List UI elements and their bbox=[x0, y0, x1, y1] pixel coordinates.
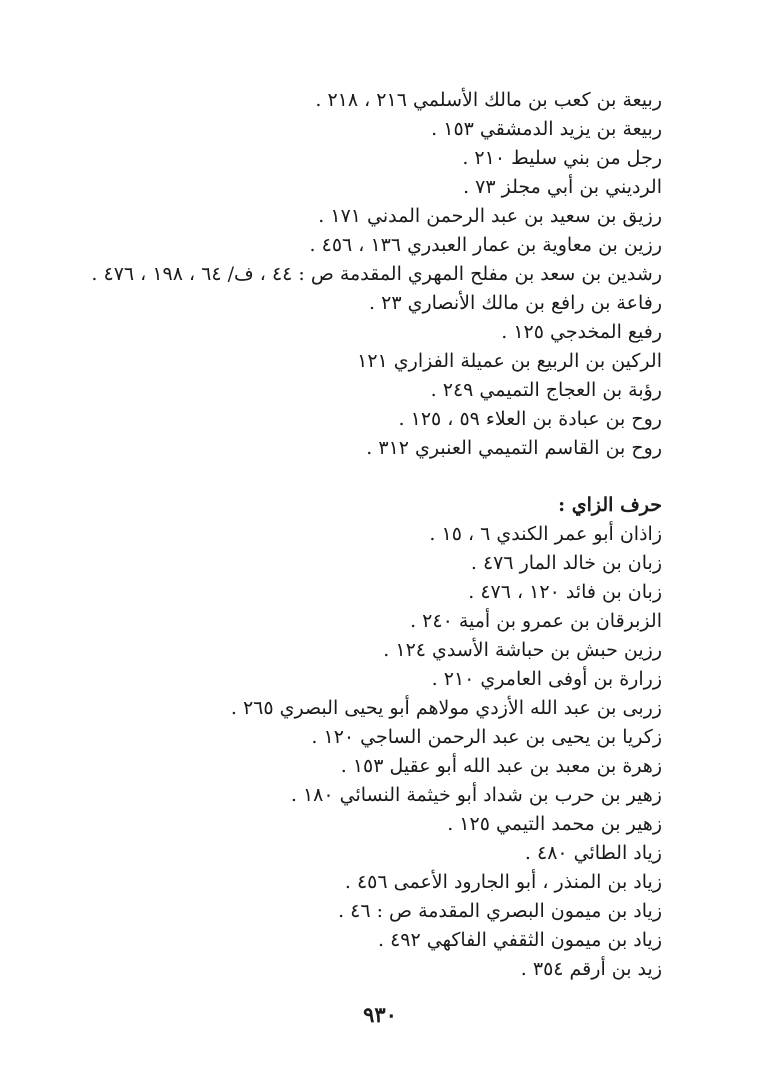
index-entry: ربيعة بن يزيد الدمشقي ١٥٣ . bbox=[431, 118, 662, 140]
index-entry: زياد بن ميمون البصري المقدمة ص : ٤٦ . bbox=[338, 900, 662, 922]
index-entry: زيد بن أرقم ٣٥٤ . bbox=[520, 958, 662, 980]
index-entry: زهرة بن معبد بن عبد الله أبو عقيل ١٥٣ . bbox=[340, 755, 662, 777]
index-entry: زياد الطائي ٤٨٠ . bbox=[524, 842, 662, 864]
index-entry: رفيع المخدجي ١٢٥ . bbox=[501, 321, 662, 343]
index-entry: رفاعة بن رافع بن مالك الأنصاري ٢٣ . bbox=[369, 292, 662, 314]
section-heading-zay: حرف الزاي : bbox=[558, 494, 662, 516]
index-entry: رزين بن معاوية بن عمار العبدري ١٣٦ ، ٤٥٦ . bbox=[309, 234, 662, 256]
index-entry: رزين حبش بن حباشة الأسدي ١٢٤ . bbox=[383, 639, 662, 661]
index-entry: رشدين بن سعد بن مفلح المهري المقدمة ص : ٤٤ ، ف/ ٦٤ ، ١٩٨ ، ٤٧٦ . bbox=[91, 263, 662, 285]
index-entry: الرديني بن أبي مجلز ٧٣ . bbox=[463, 176, 662, 198]
index-entry: زبان بن فائد ١٢٠ ، ٤٧٦ . bbox=[468, 581, 662, 603]
page-number: ٩٣٠ bbox=[363, 1002, 397, 1027]
index-entry: زكريا بن يحيى بن عبد الرحمن الساجي ١٢٠ . bbox=[311, 726, 662, 748]
index-entry: رجل من بني سليط ٢١٠ . bbox=[462, 147, 662, 169]
section-gap bbox=[82, 463, 662, 491]
index-entry: الزبرقان بن عمرو بن أمية ٢٤٠ . bbox=[410, 610, 662, 632]
index-entry: ربيعة بن كعب بن مالك الأسلمي ٢١٦ ، ٢١٨ . bbox=[315, 89, 662, 111]
index-column bbox=[82, 86, 662, 984]
index-entry: رؤبة بن العجاج التميمي ٢٤٩ . bbox=[430, 379, 662, 401]
index-entry: زرارة بن أوفى العامري ٢١٠ . bbox=[431, 668, 662, 690]
index-entry: رزيق بن سعيد بن عبد الرحمن المدني ١٧١ . bbox=[318, 205, 662, 227]
index-entry: زهير بن محمد التيمي ١٢٥ . bbox=[447, 813, 662, 835]
index-entry: روح بن عبادة بن العلاء ٥٩ ، ١٢٥ . bbox=[398, 408, 662, 430]
index-entry: زياد بن ميمون الثقفي الفاكهي ٤٩٢ . bbox=[377, 929, 662, 951]
index-entry: زهير بن حرب بن شداد أبو خيثمة النسائي ١٨٠ . bbox=[290, 784, 662, 806]
index-entry: زياد بن المنذر ، أبو الجارود الأعمى ٤٥٦ . bbox=[344, 871, 662, 893]
index-entry: الركين بن الربيع بن عميلة الفزاري ١٢١ bbox=[357, 350, 662, 372]
index-entry: زبان بن خالد المار ٤٧٦ . bbox=[470, 552, 662, 574]
index-entry: روح بن القاسم التميمي العنبري ٣١٢ . bbox=[366, 437, 662, 459]
index-entry: زاذان أبو عمر الكندي ٦ ، ١٥ . bbox=[429, 523, 662, 545]
index-entry: زربى بن عبد الله الأزدي مولاهم أبو يحيى البصري ٢٦٥ . bbox=[230, 697, 662, 719]
